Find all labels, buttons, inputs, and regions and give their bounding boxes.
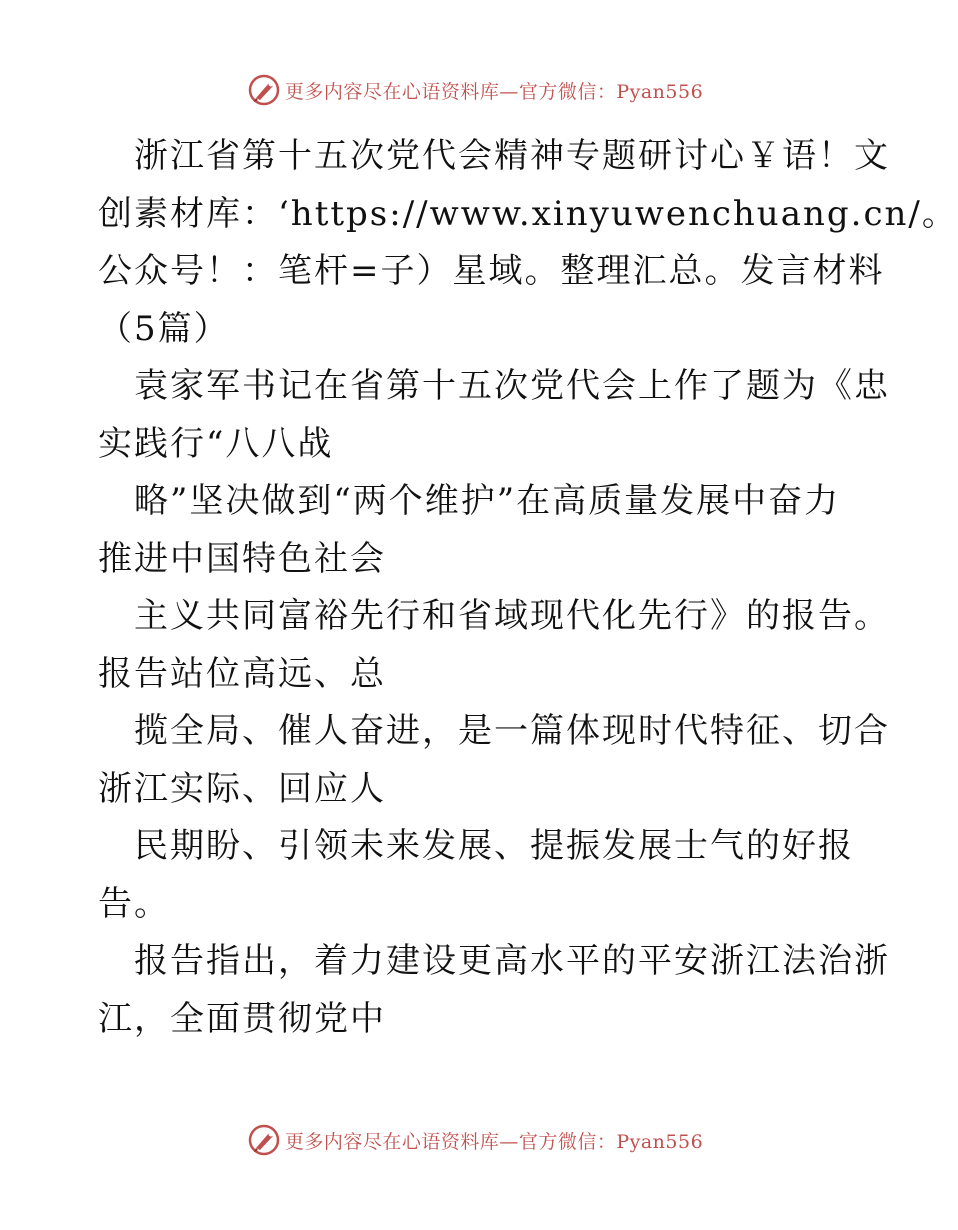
text-line: 略”坚决做到“两个维护”在高质量发展中奋力 xyxy=(134,481,841,521)
text-line: 报告站位高远、总 xyxy=(98,653,386,694)
text-line: 袁家军书记在省第十五次党代会上作了题为《忠 xyxy=(134,366,890,406)
footer-banner xyxy=(0,1120,950,1160)
footer-banner-text: 更多内容尽在心语资料库—官方微信：Pyan556 xyxy=(284,1130,704,1153)
text-line: （5篇） xyxy=(98,308,230,349)
text-line: 揽全局、催人奋进，是一篇体现时代特征、切合 xyxy=(134,711,890,751)
text-line: 报告指出，着力建设更高水平的平安浙江法治浙 xyxy=(134,941,890,981)
text-line: 浙江省第十五次党代会精神专题研讨心￥语！文 xyxy=(134,136,890,176)
text-line: 实践行“八八战 xyxy=(98,423,334,464)
text-line: 民期盼、引领未来发展、提振发展士气的好报 xyxy=(134,826,854,866)
text-line: 告。 xyxy=(98,883,170,924)
text-line: 公众号！：笔杆=子）星域。整理汇总。发言材料 xyxy=(98,251,885,291)
text-line: 江，全面贯彻党中 xyxy=(98,998,386,1039)
header-banner-text: 更多内容尽在心语资料库—官方微信：Pyan556 xyxy=(284,80,704,103)
text-line: 推进中国特色社会 xyxy=(98,538,386,579)
document-body xyxy=(98,128,958,1048)
text-line: 创素材库：‘https://www.xinyuwenchuang.cn/。 xyxy=(98,193,958,234)
pen-logo-icon xyxy=(247,73,281,107)
pen-logo-icon xyxy=(247,1123,281,1157)
header-banner xyxy=(0,70,950,110)
text-line: 浙江实际、回应人 xyxy=(98,768,386,809)
text-line: 主义共同富裕先行和省域现代化先行》的报告。 xyxy=(134,596,890,636)
